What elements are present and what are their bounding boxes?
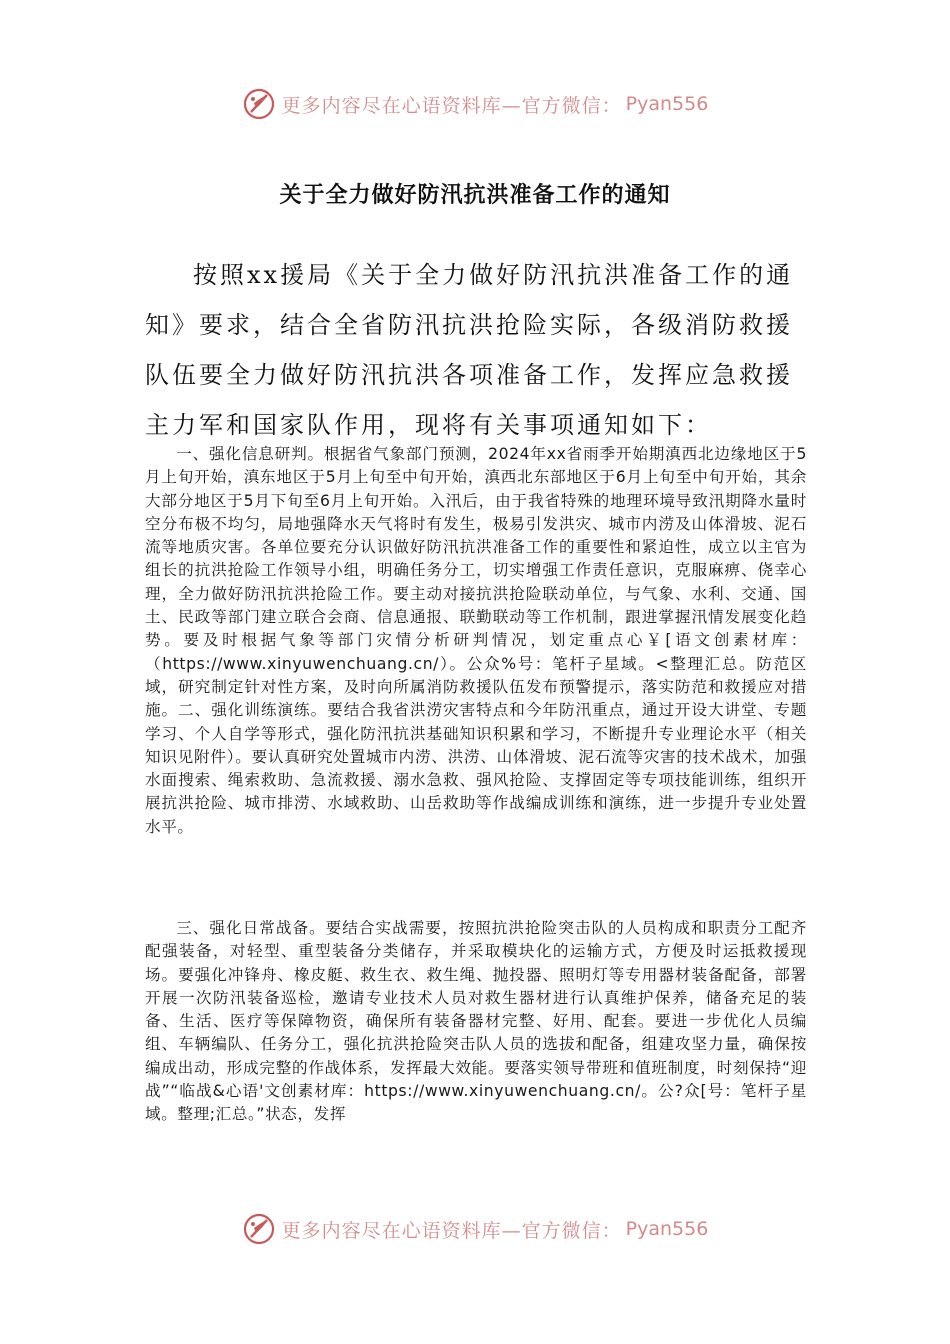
watermark-text: 更多内容尽在心语资料库—官方微信：	[281, 94, 622, 117]
watermark-text: 更多内容尽在心语资料库—官方微信：	[281, 1219, 622, 1242]
watermark-wechat-id: Pyan556	[625, 93, 709, 115]
document-title: 关于全力做好防汛抗洪准备工作的通知	[279, 183, 671, 208]
watermark-banner-bottom	[0, 1207, 950, 1251]
quill-logo-icon	[242, 87, 276, 121]
watermark-banner-top	[0, 82, 950, 126]
watermark-wechat-id: Pyan556	[625, 1218, 709, 1240]
intro-paragraph: 按照xx援局《关于全力做好防汛抗洪准备工作的通知》要求，结合全省防汛抗洪抢险实际，各级消防救援队伍要全力做好防汛抗洪各项准备工作，发挥应急救援主力军和国家队作用，现将有关事项通知如下：	[145, 261, 794, 439]
body-paragraph-1: 一、强化信息研判。根据省气象部门预测，2024年xx省雨季开始期滇西北边缘地区于5月上旬开始，滇东地区于5月上旬至中旬开始，滇西北东部地区于6月上旬至中旬开始，其余大部分地区于5月下旬至6月上旬开始。入汛后，由于我省特殊的地理环境导致汛期降水量时空分布极不均匀，局地强降水天气将时有发生，极易引发洪灾、城市内涝及山体滑坡、泥石流等地质灾害。各单位要充分认识做好防汛抗洪准备工作的重要性和紧迫性，成立以主官为组长的抗洪抢险工作领导小组，明确任务分工，切实增强工作责任意识，克服麻痹、侥幸心理，全力做好防汛抗洪抢险工作。要主动对接抗洪抢险联动单位，与气象、水利、交通、国土、民政等部门建立联合会商、信息通报、联勤联动等工作机制，跟进掌握汛情发展变化趋势。要及时根据气象等部门灾情分析研判情况，划定重点心￥[语文创素材库：（https://www.xinyuwenchuang.cn/）。公众%号：笔杆子星域。<整理汇总。防范区域，研究制定针对性方案，及时向所属消防救援队伍发布预警提示，落实防范和救援应对措施。二、强化训练演练。要结合我省洪涝灾害特点和今年防汛重点，通过开设大讲堂、专题学习、个人自学等形式，强化防汛抗洪基础知识积累和学习，不断提升专业理论水平（相关知识见附件）。要认真研究处置城市内涝、洪涝、山体滑坡、泥石流等灾害的技术战术，加强水面搜索、绳索救助、急流救援、溺水急救、强风抢险、支撑固定等专项技能训练，组织开展抗洪抢险、城市排涝、水域救助、山岳救助等作战编成训练和演练，进一步提升专业处置水平。	[145, 445, 807, 836]
quill-logo-icon	[242, 1212, 276, 1246]
body-paragraph-2: 三、强化日常战备。要结合实战需要，按照抗洪抢险突击队的人员构成和职责分工配齐配强装备，对轻型、重型装备分类储存，并采取模块化的运输方式，方便及时运抵救援现场。要强化冲锋舟、橡皮艇、救生衣、救生绳、抛投器、照明灯等专用器材装备配备，部署开展一次防汛装备巡检，邀请专业技术人员对救生器材进行认真维护保养，储备充足的装备、生活、医疗等保障物资，确保所有装备器材完整、好用、配套。要进一步优化人员编组、车辆编队、任务分工，强化抗洪抢险突击队人员的选拔和配备，组建攻坚力量，确保按编成出动，形成完整的作战体系，发挥最大效能。要落实领导带班和值班制度，时刻保持“迎战”“临战&心语'文创素材库：https://www.xinyuwenchuang.cn/。公?众[号：笔杆子星域。整理;汇总。”状态，发挥	[145, 919, 807, 1124]
